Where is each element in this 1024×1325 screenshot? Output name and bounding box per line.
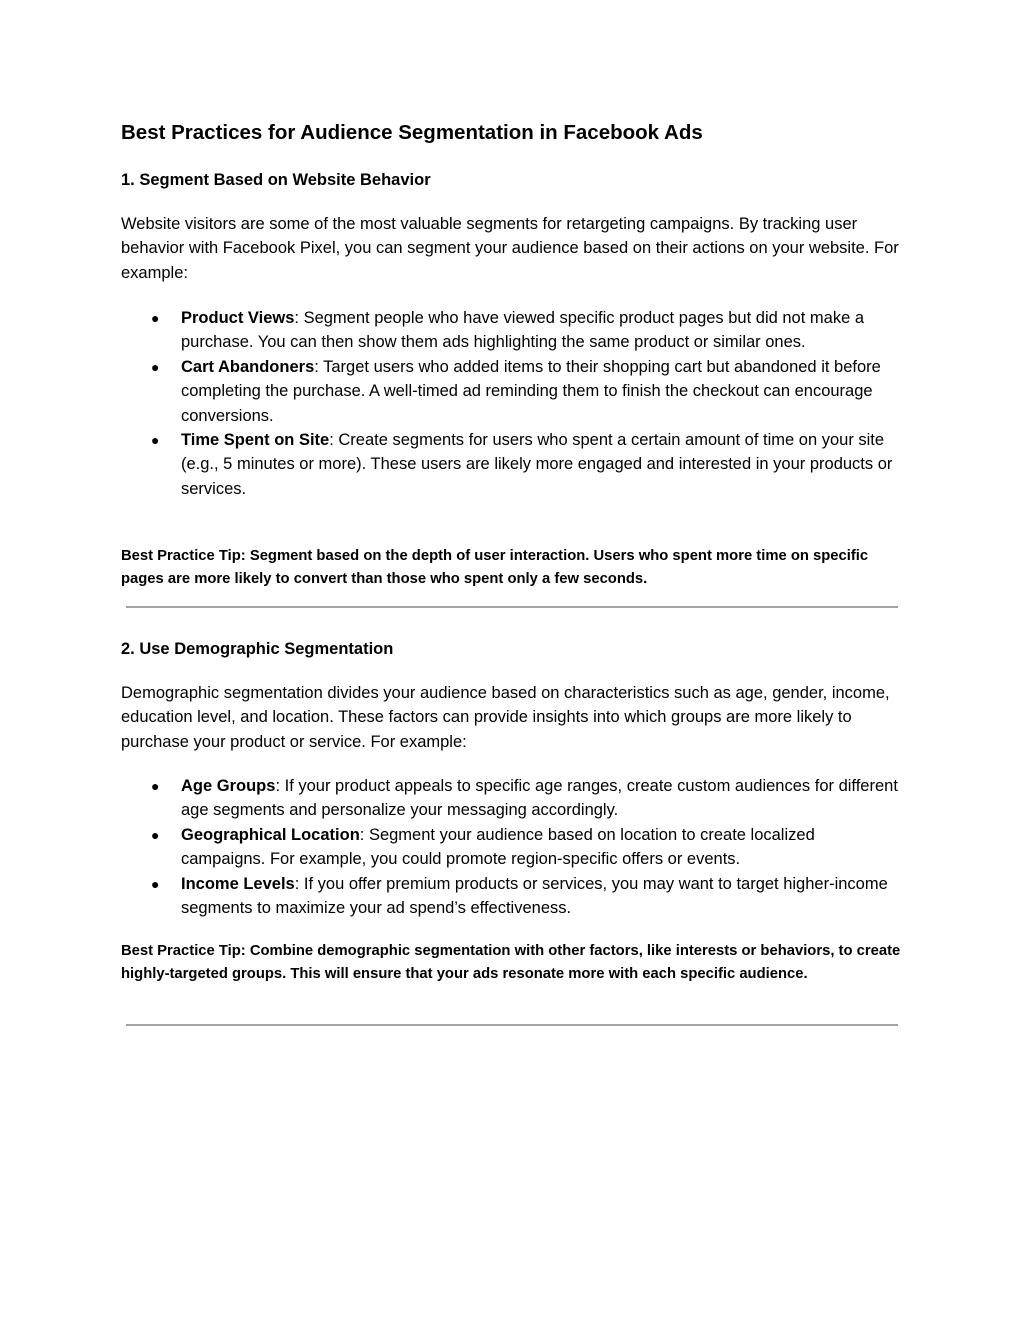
bullet-term: Cart Abandoners	[181, 357, 315, 376]
list-item	[121, 306, 901, 355]
list-item	[121, 428, 901, 501]
list-item	[121, 355, 901, 428]
bullet-term: Product Views	[181, 309, 295, 327]
bullet-dot-icon: ●	[151, 826, 160, 843]
bullet-dot-icon: ●	[151, 310, 160, 326]
bullet-text: : Create segments for users who spent a certain amount of time on your site (e.g., 5 minutes or more). These users are likely more engaged and interested in your products or services.	[181, 431, 893, 498]
list-item	[121, 823, 901, 872]
bullet-term: Geographical Location	[181, 825, 360, 844]
list-item	[121, 774, 901, 823]
section-heading-website-behavior: 1. Segment Based on Website Behavior	[121, 171, 431, 189]
best-practice-tip-demographic: Best Practice Tip: Combine demographic segmentation with other factors, like interests or behaviors, to create highly-targeted groups. This will ensure that your ads resonate more with each specific audience.	[121, 943, 901, 982]
section-divider	[126, 1024, 898, 1026]
bullet-term: Income Levels	[181, 874, 295, 893]
section-intro-website-behavior: Website visitors are some of the most valuable segments for retargeting campaigns. By tracking user behavior with Facebook Pixel, you can segment your audience based on their actions on your website. For example:	[121, 215, 899, 282]
bullet-dot-icon: ●	[151, 358, 160, 375]
bullet-text: : Target users who added items to their shopping cart but abandoned it before completing the purchase. A well-timed ad reminding them to finish the checkout can encourage conversions.	[181, 357, 881, 425]
bullet-list-website-behavior	[121, 306, 901, 501]
list-item	[121, 872, 901, 921]
section-divider	[126, 606, 898, 608]
bullet-dot-icon: ●	[151, 432, 160, 449]
best-practice-tip-website-behavior: Best Practice Tip: Segment based on the depth of user interaction. Users who spent more time on specific pages are more likely to convert than those who spent only a few seconds.	[121, 548, 869, 587]
bullet-text: : If you offer premium products or services, you may want to target higher-income segments to maximize your ad spend’s effectiveness.	[181, 874, 888, 918]
bullet-text: : Segment people who have viewed specific product pages but did not make a purchase. You can then show them ads highlighting the same product or similar ones.	[181, 309, 865, 352]
section-heading-demographic: 2. Use Demographic Segmentation	[121, 640, 394, 658]
bullet-dot-icon: ●	[151, 875, 160, 892]
bullet-text: : If your product appeals to specific age ranges, create custom audiences for different age segments and personalize your messaging accordingly.	[181, 777, 898, 820]
bullet-list-demographic	[121, 774, 901, 920]
bullet-term: Age Groups	[181, 777, 276, 795]
section-intro-demographic: Demographic segmentation divides your audience based on characteristics such as age, gender, income, education level, and location. These factors can provide insights into which groups are more likely to purchase your product or service. For example:	[121, 684, 890, 751]
document-title: Best Practices for Audience Segmentation in Facebook Ads	[121, 121, 703, 144]
bullet-term: Time Spent on Site	[181, 431, 330, 450]
bullet-dot-icon: ●	[151, 778, 160, 794]
bullet-text: : Segment your audience based on location to create localized campaigns. For example, you could promote region-specific offers or events.	[181, 825, 815, 869]
